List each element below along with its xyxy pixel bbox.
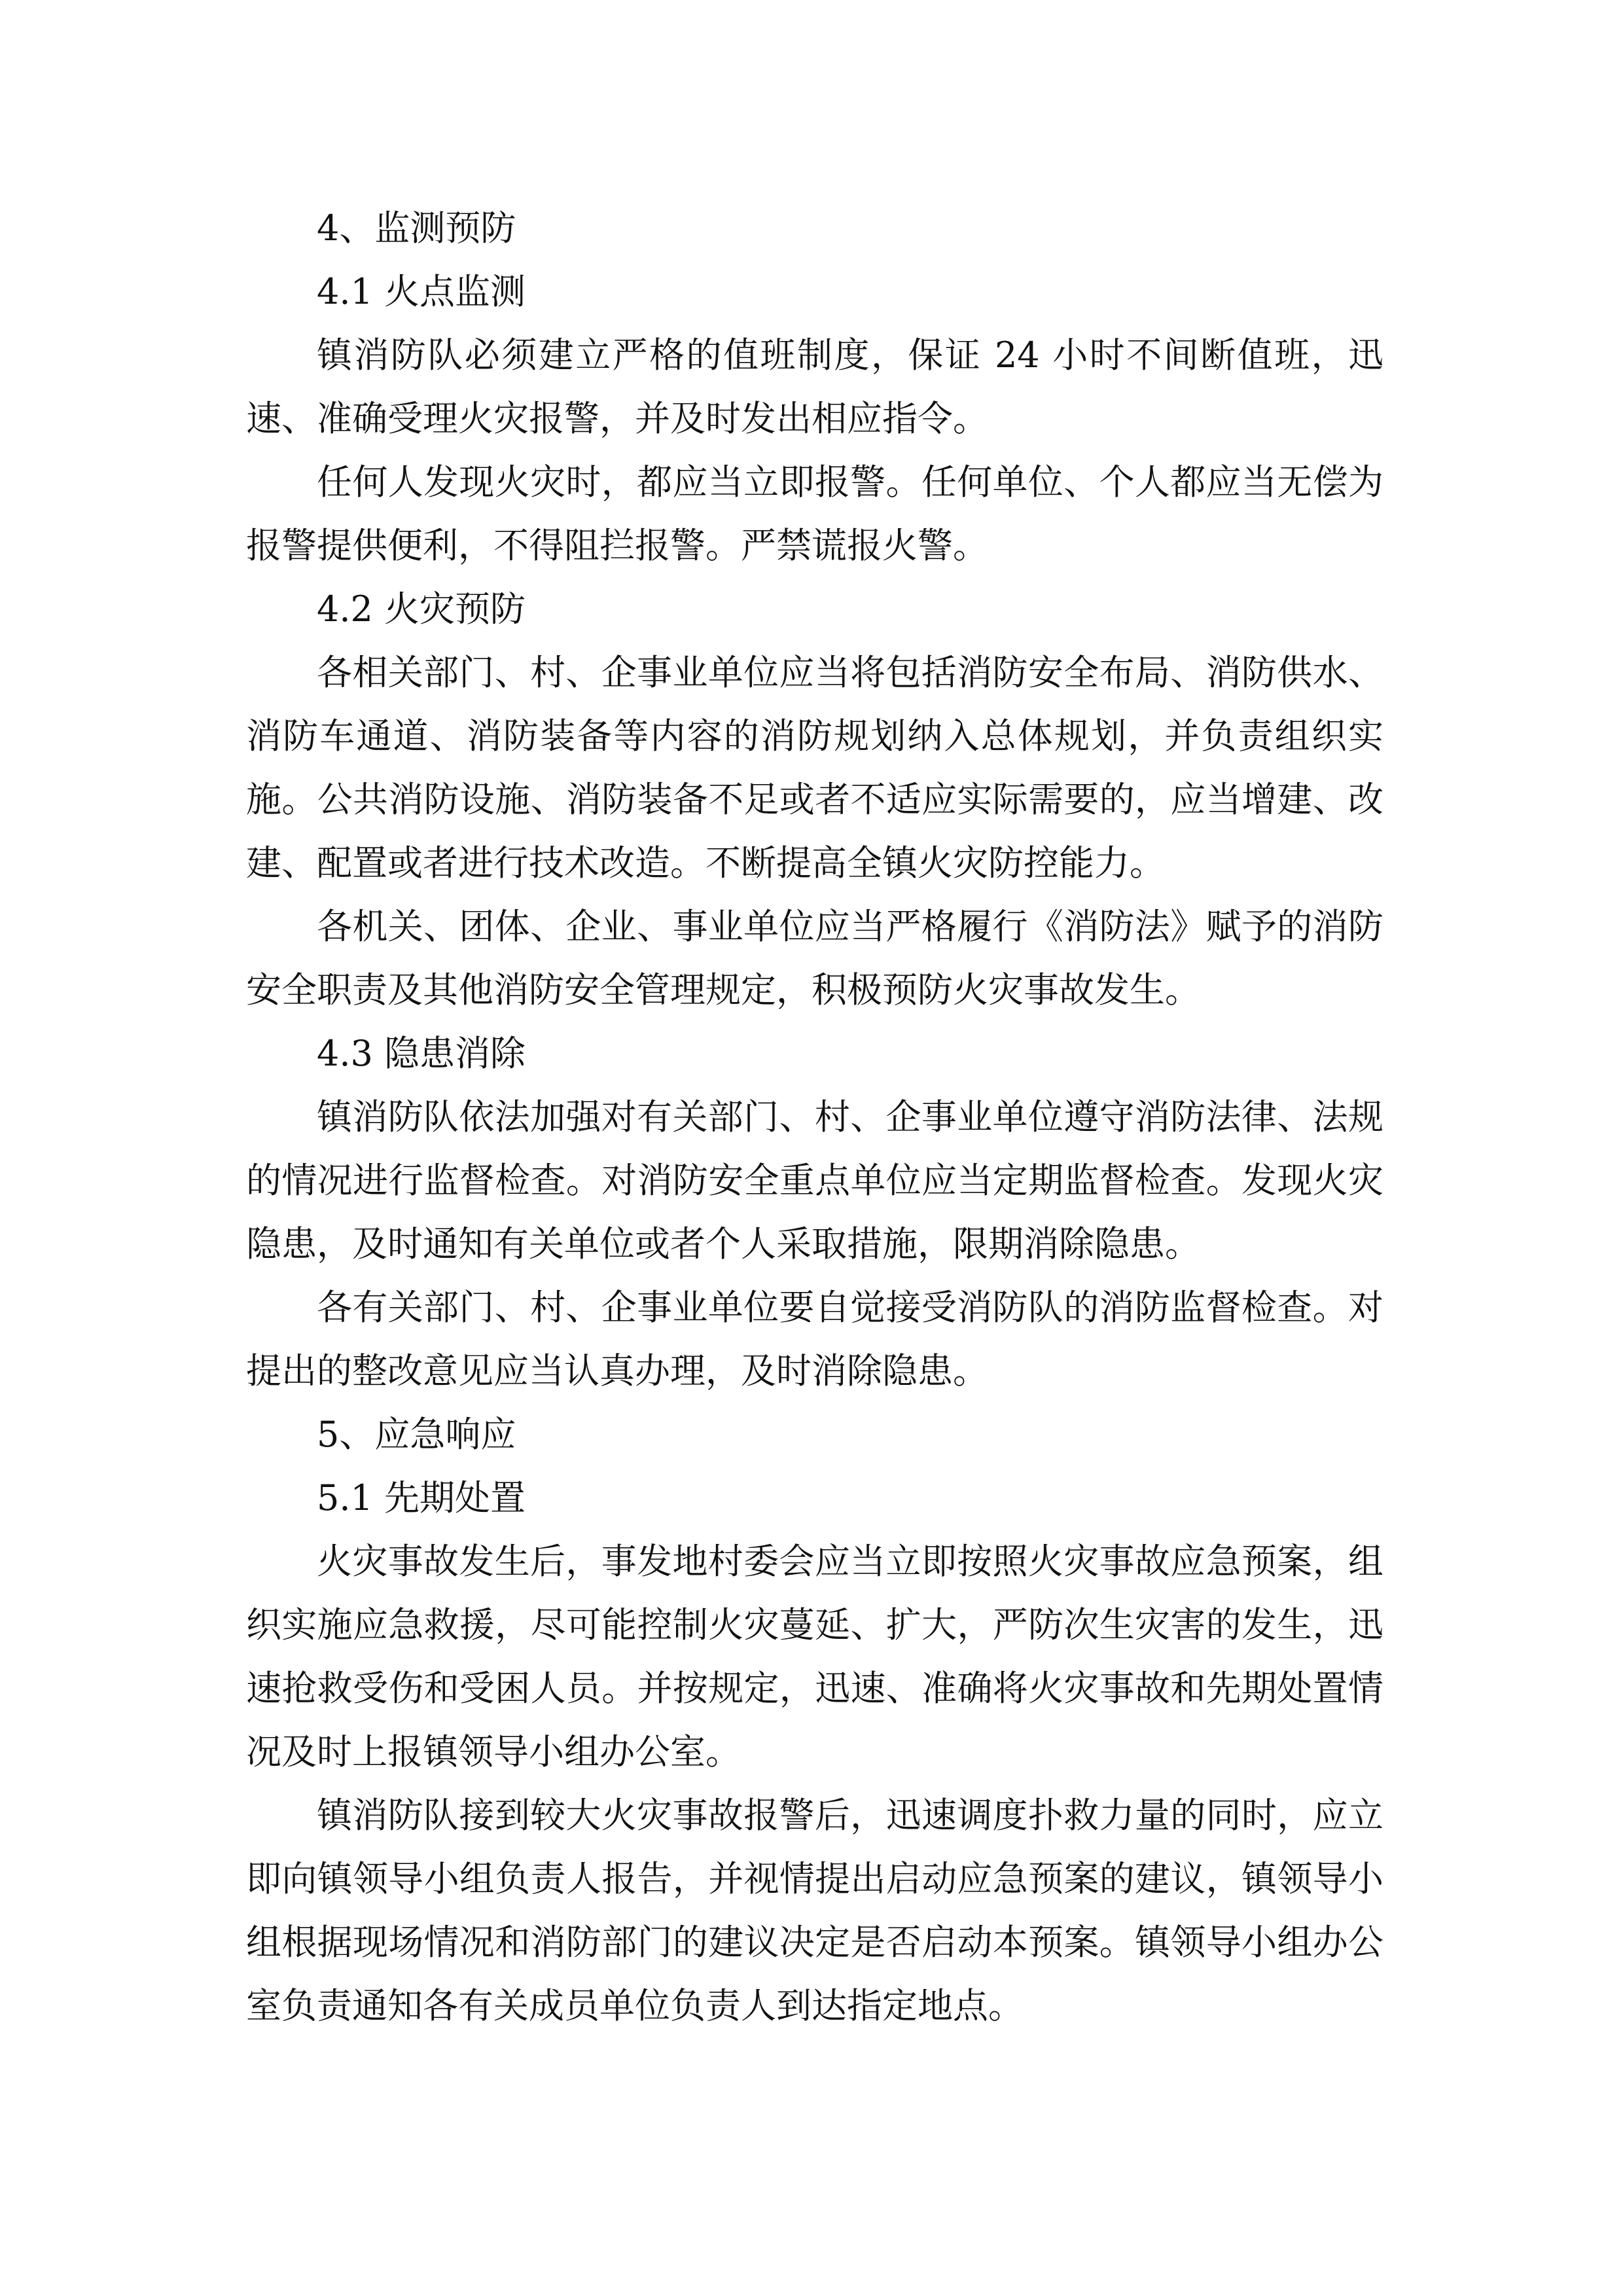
paragraph: 镇消防队依法加强对有关部门、村、企事业单位遵守消防法律、法规的情况进行监督检查。对消防安全重点单位应当定期监督检查。发现火灾隐患，及时通知有关单位或者个人采取措施，限期消除隐患。 [246,1096,1383,1265]
section-heading-monitoring-prevention: 4、监测预防 [317,207,516,249]
subsection-heading-fire-prevention: 4.2 火灾预防 [317,588,526,630]
subsection-heading-hazard-elimination: 4.3 隐患消除 [317,1033,526,1074]
document-body [246,196,1383,2037]
paragraph: 任何人发现火灾时，都应当立即报警。任何单位、个人都应当无偿为报警提供便利，不得阻拦报警。严禁谎报火警。 [246,461,1383,566]
subsection-heading-initial-response: 5.1 先期处置 [317,1477,526,1518]
section-heading-emergency-response: 5、应急响应 [317,1414,516,1455]
paragraph: 各有关部门、村、企事业单位要自觉接受消防队的消防监督检查。对提出的整改意见应当认真办理，及时消除隐患。 [246,1287,1383,1391]
paragraph: 各相关部门、村、企事业单位应当将包括消防安全布局、消防供水、消防车通道、消防装备等内容的消防规划纳入总体规划，并负责组织实施。公共消防设施、消防装备不足或者不适应实际需要的，应当增建、改建、配置或者进行技术改造。不断提高全镇火灾防控能力。 [246,652,1383,884]
paragraph: 火灾事故发生后，事发地村委会应当立即按照火灾事故应急预案，组织实施应急救援，尽可能控制火灾蔓延、扩大，严防次生灾害的发生，迅速抢救受伤和受困人员。并按规定，迅速、准确将火灾事故和先期处置情况及时上报镇领导小组办公室。 [246,1541,1383,1772]
paragraph: 镇消防队接到较大火灾事故报警后，迅速调度扑救力量的同时，应立即向镇领导小组负责人报告，并视情提出启动应急预案的建议，镇领导小组根据现场情况和消防部门的建议决定是否启动本预案。镇领导小组办公室负责通知各有关成员单位负责人到达指定地点。 [246,1795,1383,2026]
paragraph: 各机关、团体、企业、事业单位应当严格履行《消防法》赋予的消防安全职责及其他消防安全管理规定，积极预防火灾事故发生。 [246,906,1383,1011]
paragraph: 镇消防队必须建立严格的值班制度，保证 24 小时不间断值班，迅速、准确受理火灾报警，并及时发出相应指令。 [246,334,1383,439]
subsection-heading-fire-monitoring: 4.1 火点监测 [317,271,526,312]
